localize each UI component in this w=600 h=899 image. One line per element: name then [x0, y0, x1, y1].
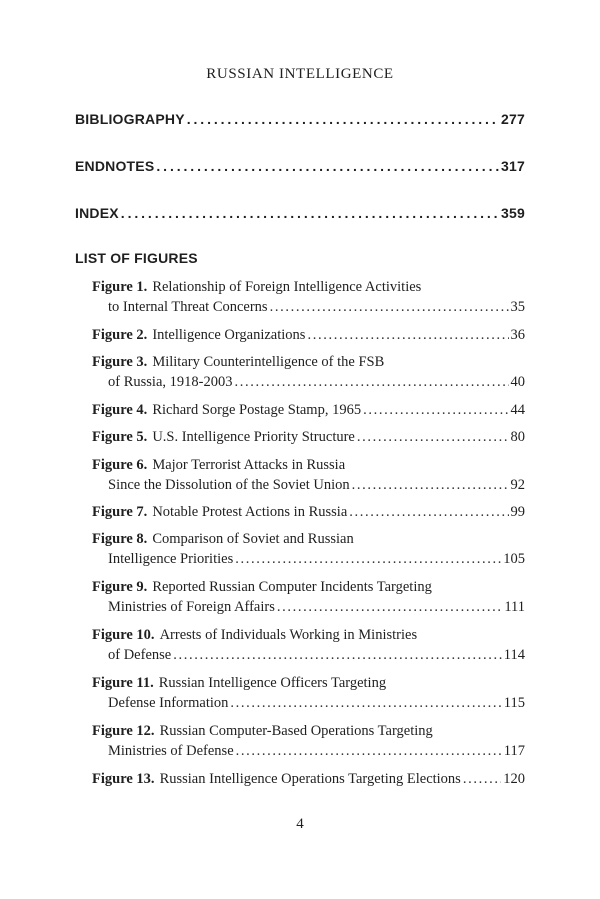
- dot-leader: [230, 693, 501, 713]
- figure-number: Figure 9.: [92, 579, 148, 595]
- figure-title: U.S. Intelligence Priority Structure: [152, 429, 355, 445]
- figure-title: Richard Sorge Postage Stamp, 1965: [152, 402, 362, 418]
- toc-entry-label: INDEX: [75, 205, 119, 221]
- figure-entry-3[interactable]: [92, 352, 525, 392]
- toc-entry-page: 317: [501, 158, 525, 174]
- dot-leader: [307, 325, 508, 345]
- figure-entry-7[interactable]: [92, 502, 525, 522]
- figure-title: Relationship of Foreign Intelligence Activities: [152, 279, 422, 295]
- figure-title: Arrests of Individuals Working in Ministries: [159, 627, 418, 643]
- figure-entry-1[interactable]: [92, 277, 525, 317]
- figure-title: Major Terrorist Attacks in Russia: [152, 457, 346, 473]
- toc-entry-label: BIBLIOGRAPHY: [75, 111, 185, 127]
- figure-title-cont: Ministries of Foreign Affairs: [108, 599, 275, 615]
- figure-page: 40: [510, 374, 525, 390]
- dot-leader: [277, 597, 502, 617]
- figure-number: Figure 5.: [92, 429, 148, 445]
- figure-entry-4[interactable]: [92, 400, 525, 420]
- figure-title-cont: of Russia, 1918-2003: [108, 374, 233, 390]
- dot-leader: [235, 549, 501, 569]
- figure-number: Figure 4.: [92, 402, 148, 418]
- dot-leader: [234, 372, 508, 392]
- figure-page: 111: [504, 599, 525, 615]
- figure-entry-8[interactable]: [92, 529, 525, 569]
- figure-page: 115: [503, 695, 525, 711]
- dot-leader: [173, 645, 502, 665]
- figure-title: Intelligence Organizations: [152, 327, 306, 343]
- figure-number: Figure 12.: [92, 723, 155, 739]
- dot-leader: [463, 769, 501, 789]
- figure-page: 35: [510, 299, 525, 315]
- figure-title-cont: to Internal Threat Concerns: [108, 299, 268, 315]
- figure-title: Russian Intelligence Officers Targeting: [158, 675, 387, 691]
- toc-entry-label: ENDNOTES: [75, 158, 155, 174]
- figure-page: 120: [503, 771, 525, 787]
- figure-title: Russian Computer-Based Operations Targeting: [159, 723, 433, 739]
- figure-number: Figure 10.: [92, 627, 155, 643]
- figure-number: Figure 3.: [92, 354, 148, 370]
- page-number: 4: [296, 816, 304, 832]
- figure-entry-9[interactable]: [92, 577, 525, 617]
- toc-entry-page: 359: [501, 205, 525, 221]
- toc-entry-index[interactable]: [75, 205, 525, 221]
- figure-entry-5[interactable]: [92, 427, 525, 447]
- dot-leader: [156, 158, 499, 174]
- list-of-figures-heading: LIST OF FIGURES: [75, 250, 198, 266]
- figure-number: Figure 1.: [92, 279, 148, 295]
- dot-leader: [270, 297, 509, 317]
- figure-number: Figure 13.: [92, 771, 155, 787]
- figure-page: 114: [503, 647, 525, 663]
- toc-entry-bibliography[interactable]: [75, 111, 525, 127]
- figure-entry-13[interactable]: [92, 769, 525, 789]
- figure-page: 99: [510, 504, 525, 520]
- figure-title: Comparison of Soviet and Russian: [152, 531, 354, 547]
- figure-page: 105: [503, 551, 525, 567]
- dot-leader: [121, 205, 499, 221]
- figure-page: 92: [510, 477, 525, 493]
- dot-leader: [357, 427, 509, 447]
- figure-page: 44: [510, 402, 525, 418]
- figure-page: 80: [510, 429, 525, 445]
- running-head: RUSSIAN INTELLIGENCE: [206, 66, 394, 82]
- figure-title-cont: Defense Information: [108, 695, 229, 711]
- figure-number: Figure 7.: [92, 504, 148, 520]
- figure-entry-11[interactable]: [92, 673, 525, 713]
- figure-number: Figure 11.: [92, 675, 154, 691]
- figure-title: Reported Russian Computer Incidents Targeting: [152, 579, 432, 595]
- figure-entry-12[interactable]: [92, 721, 525, 761]
- figure-page: 36: [510, 327, 525, 343]
- figure-entry-10[interactable]: [92, 625, 525, 665]
- figure-number: Figure 2.: [92, 327, 148, 343]
- dot-leader: [349, 502, 508, 522]
- figure-number: Figure 6.: [92, 457, 148, 473]
- figure-title-cont: of Defense: [108, 647, 172, 663]
- figure-title: Russian Intelligence Operations Targeting Elections: [159, 771, 461, 787]
- figure-entry-6[interactable]: [92, 455, 525, 495]
- dot-leader: [352, 475, 509, 495]
- figure-entry-2[interactable]: [92, 325, 525, 345]
- dot-leader: [363, 400, 508, 420]
- toc-entry-endnotes[interactable]: [75, 158, 525, 174]
- figure-number: Figure 8.: [92, 531, 148, 547]
- figure-title-cont: Since the Dissolution of the Soviet Union: [108, 477, 350, 493]
- figure-title-cont: Intelligence Priorities: [108, 551, 234, 567]
- figure-page: 117: [503, 743, 525, 759]
- dot-leader: [236, 741, 502, 761]
- figure-title: Military Counterintelligence of the FSB: [152, 354, 385, 370]
- dot-leader: [187, 111, 499, 127]
- toc-entry-page: 277: [501, 111, 525, 127]
- figure-title-cont: Ministries of Defense: [108, 743, 234, 759]
- figure-title: Notable Protest Actions in Russia: [152, 504, 348, 520]
